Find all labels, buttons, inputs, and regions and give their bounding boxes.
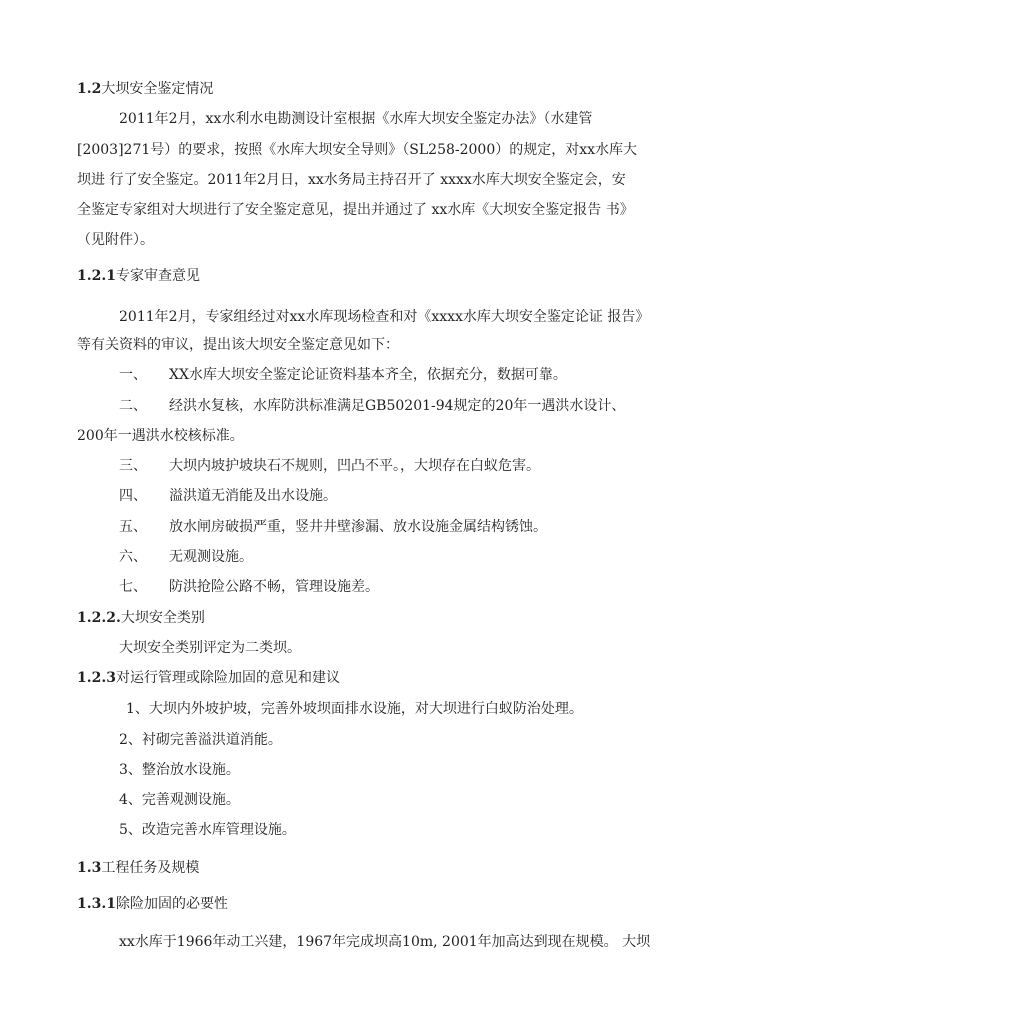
suggestion-item: 2、衬砌完善溢洪道消能。 [119, 732, 282, 748]
suggestion-item: 1、大坝内外坡护坡，完善外坡坝面排水设施，对大坝进行白蚁防治处理。 [126, 701, 583, 717]
item-text: XX水库大坝安全鉴定论证资料基本齐全，依据充分，数据可靠。 [169, 367, 567, 383]
section-number: 1.3 [77, 860, 102, 876]
section-number: 1.2.2. [77, 610, 121, 626]
item-marker: 七、 [119, 579, 147, 595]
opinion-item [119, 547, 253, 567]
opinion-item [119, 517, 547, 537]
opinion-item [119, 396, 625, 416]
section-title: 大坝安全鉴定情况 [101, 81, 214, 97]
opinion-item-continuation [77, 426, 244, 446]
item-text: 200年一遇洪水校核标准。 [77, 428, 244, 444]
item-marker: 五、 [119, 519, 147, 535]
item-marker: 六、 [119, 549, 147, 565]
item-marker: 四、 [119, 488, 147, 504]
item-text: 大坝内坡护坡块石不规则，凹凸不平。，大坝存在白蚁危害。 [169, 458, 540, 474]
suggestion-item: 5、改造完善水库管理设施。 [119, 822, 296, 838]
section-number: 1.2.1 [77, 268, 116, 284]
opinion-item [119, 577, 379, 597]
opinion-item [119, 456, 540, 476]
item-marker: 二、 [119, 398, 147, 414]
paragraph-line: [2003]271号）的要求，按照《水库大坝安全导则》（SL258-2000）的规定，对xx水库大 [77, 142, 638, 158]
section-number: 1.3.1 [77, 896, 116, 912]
item-marker: 一、 [119, 367, 147, 383]
suggestion-item: 3、整治放水设施。 [119, 762, 240, 778]
paragraph-line: 2011年2月，专家组经过对xx水库现场检查和对《xxxx水库大坝安全鉴定论证 报告》 [119, 309, 650, 325]
section-heading-1-2 [77, 79, 213, 99]
section-number: 1.2.3 [77, 670, 116, 686]
section-heading-1-2-2 [77, 608, 205, 628]
section-heading-1-2-3 [77, 668, 340, 688]
section-title: 工程任务及规模 [101, 860, 200, 876]
opinion-item [119, 486, 337, 506]
item-text: 防洪抢险公路不畅，管理设施差。 [169, 579, 379, 595]
section-heading-1-3-1 [77, 894, 228, 914]
paragraph-line: 全鉴定专家组对大坝进行了安全鉴定意见，提出并通过了 xx水库《大坝安全鉴定报告 书》 [77, 202, 634, 218]
item-text: 放水闸房破损严重，竖井井壁渗漏、放水设施金属结构锈蚀。 [169, 519, 547, 535]
paragraph-line: 等有关资料的审议，提出该大坝安全鉴定意见如下： [77, 337, 399, 353]
suggestion-item: 4、完善观测设施。 [119, 792, 240, 808]
paragraph-line: 大坝安全类别评定为二类坝。 [119, 640, 301, 656]
paragraph-line: 2011年2月，xx水利水电勘测设计室根据《水库大坝安全鉴定办法》（水建管 [119, 111, 593, 127]
item-text: 无观测设施。 [169, 549, 253, 565]
item-text: 经洪水复核，水库防洪标准满足GB50201-94规定的20年一遇洪水设计、 [169, 398, 626, 414]
section-title: 专家审查意见 [115, 268, 200, 284]
section-title: 大坝安全类别 [120, 610, 205, 626]
item-text: 溢洪道无消能及出水设施。 [169, 488, 337, 504]
item-marker: 三、 [119, 458, 147, 474]
paragraph-line: 坝进 行了安全鉴定。2011年2月日，xx水务局主持召开了 xxxx水库大坝安全鉴定会，安 [77, 172, 626, 188]
section-title: 对运行管理或除险加固的意见和建议 [115, 670, 340, 686]
paragraph-line: xx水库于1966年动工兴建，1967年完成坝高10m, 2001年加高达到现在规模。 大坝 [119, 934, 651, 950]
paragraph-line: （见附件）。 [77, 232, 154, 248]
section-title: 除险加固的必要性 [115, 896, 228, 912]
section-number: 1.2 [77, 81, 102, 97]
section-heading-1-2-1 [77, 266, 200, 286]
section-heading-1-3 [77, 858, 199, 878]
opinion-item [119, 365, 567, 385]
